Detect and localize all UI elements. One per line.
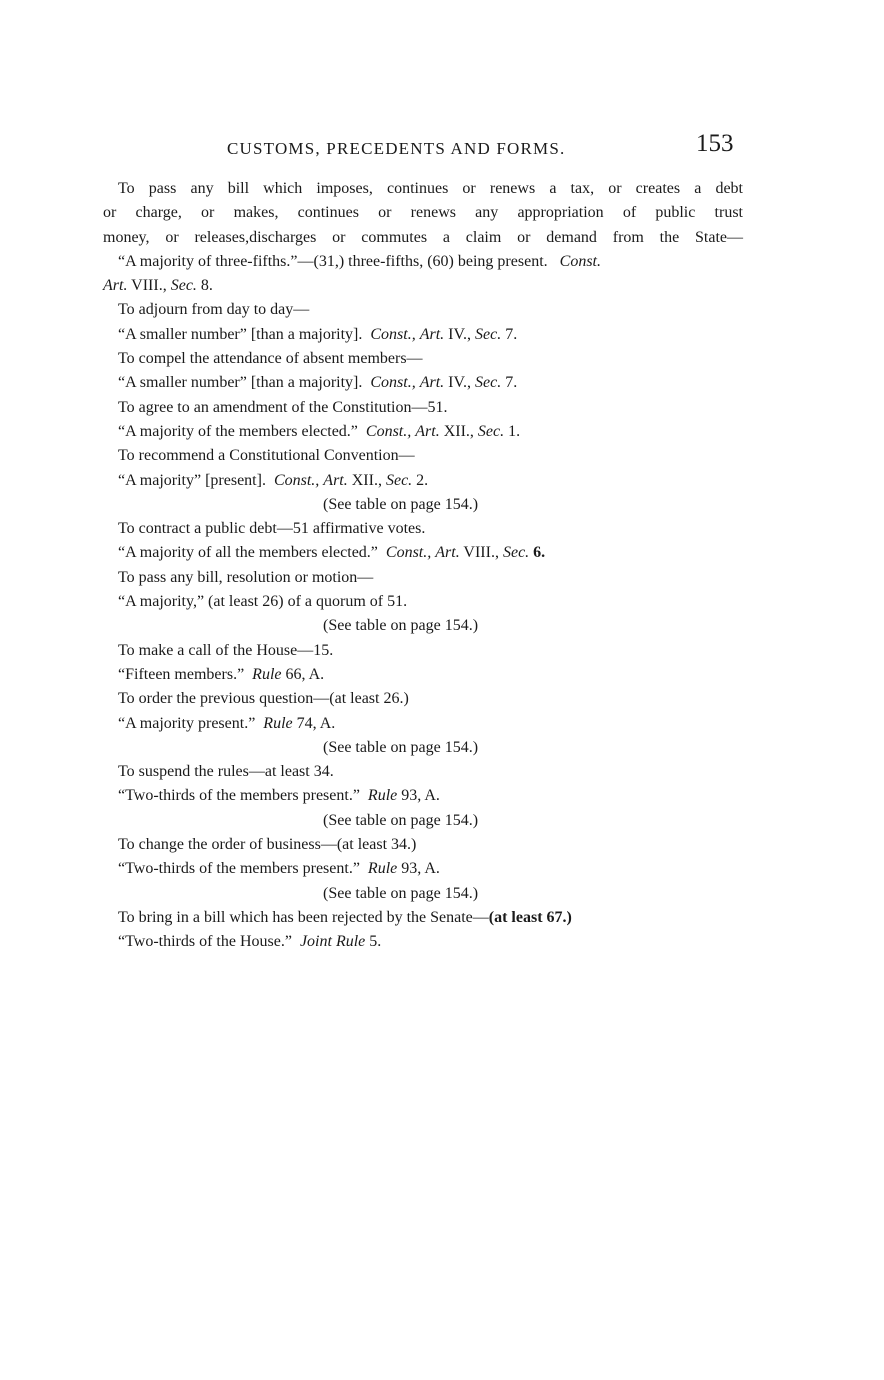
text-line: To suspend the rules—at least 34. bbox=[118, 763, 334, 781]
running-head: CUSTOMS, PRECEDENTS AND FORMS. bbox=[227, 139, 566, 158]
text-line: To pass any bill, resolution or motion— bbox=[118, 568, 374, 586]
text-line: To bring in a bill which has been rejected by the Senate—(at least 67.) bbox=[118, 908, 572, 926]
text-line: To compel the attendance of absent members— bbox=[118, 350, 423, 368]
page-body bbox=[103, 177, 743, 955]
text-line: To change the order of business—(at least 34.) bbox=[118, 836, 417, 854]
text-line: “Two-thirds of the House.” Joint Rule 5. bbox=[118, 933, 382, 951]
text-line: or charge, or makes, continues or renews any appropriation of public trust bbox=[103, 204, 743, 222]
table-reference: (See table on page 154.) bbox=[323, 811, 479, 829]
text-line: To make a call of the House—15. bbox=[118, 641, 334, 659]
text-line: “A majority of all the members elected.” Const., Art. VIII., Sec. 6. bbox=[118, 544, 546, 562]
table-reference: (See table on page 154.) bbox=[323, 738, 479, 756]
text-line: “A majority of the members elected.” Const., Art. XII., Sec. 1. bbox=[118, 422, 521, 440]
text-line: To adjourn from day to day— bbox=[118, 301, 310, 319]
text-line: “A majority of three-fifths.”—(31,) three-fifths, (60) being present. Const. bbox=[118, 252, 601, 270]
page-number: 153 bbox=[696, 130, 734, 157]
text-line: “A majority present.” Rule 74, A. bbox=[118, 714, 336, 732]
text-line: To pass any bill which imposes, continues or renews a tax, or creates a debt bbox=[118, 180, 743, 197]
text-line: To contract a public debt—51 affirmative votes. bbox=[118, 520, 426, 538]
table-reference: (See table on page 154.) bbox=[323, 617, 479, 635]
text-line: “A majority” [present]. Const., Art. XII., Sec. 2. bbox=[118, 471, 429, 489]
table-reference: (See table on page 154.) bbox=[323, 884, 479, 902]
text-line: To agree to an amendment of the Constitution—51. bbox=[118, 398, 448, 416]
text-line: “Fifteen members.” Rule 66, A. bbox=[118, 665, 325, 683]
text-line: Art. VIII., Sec. 8. bbox=[103, 277, 213, 295]
text-line: To order the previous question—(at least 26.) bbox=[118, 690, 409, 708]
text-line: “A smaller number” [than a majority]. Const., Art. IV., Sec. 7. bbox=[118, 374, 518, 392]
text-line: “A smaller number” [than a majority]. Const., Art. IV., Sec. 7. bbox=[118, 325, 518, 343]
text-line: “Two-thirds of the members present.” Rule 93, A. bbox=[118, 787, 440, 805]
text-line: To recommend a Constitutional Convention— bbox=[118, 447, 415, 465]
table-reference: (See table on page 154.) bbox=[323, 495, 479, 513]
text-line: “Two-thirds of the members present.” Rule 93, A. bbox=[118, 860, 440, 878]
text-line: “A majority,” (at least 26) of a quorum of 51. bbox=[118, 593, 408, 611]
text-line: money, or releases,discharges or commutes a claim or demand from the State— bbox=[103, 228, 743, 246]
